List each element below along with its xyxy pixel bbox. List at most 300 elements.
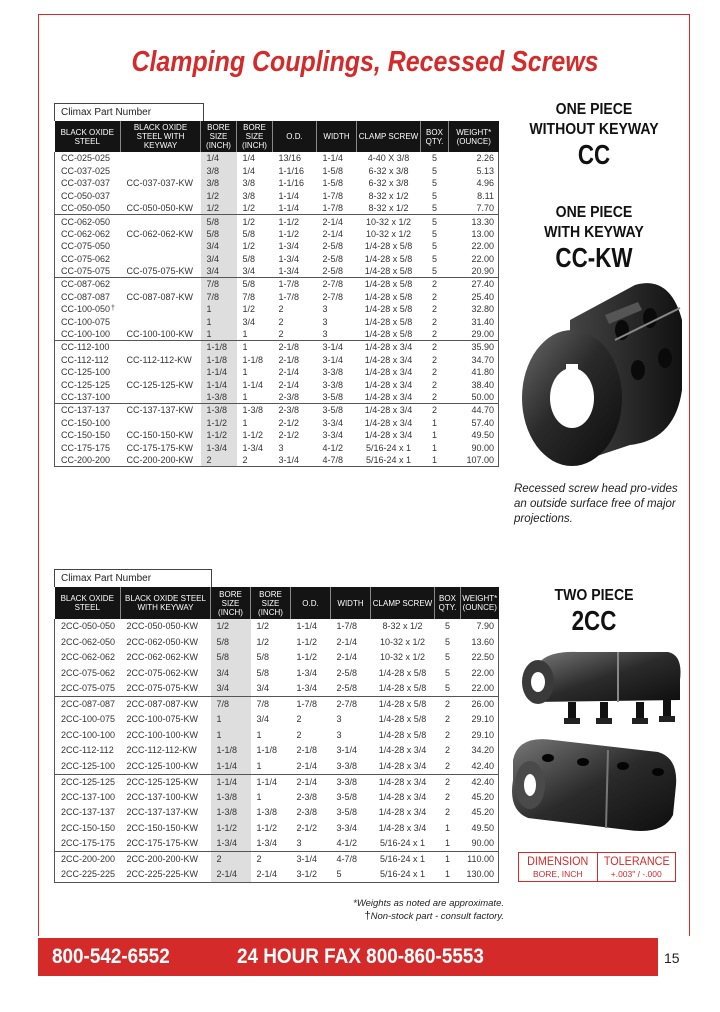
weight-value: 5.13	[476, 165, 494, 176]
page-title: Clamping Couplings, Recessed Screws	[131, 46, 599, 78]
steel-part-number-value: 2CC-100-075	[61, 714, 116, 725]
outside-diameter	[291, 867, 331, 883]
keyway-part-number	[121, 354, 201, 367]
coupling-width	[317, 316, 357, 329]
table-row	[55, 202, 499, 215]
bore-size-1	[201, 278, 237, 291]
bore-size-1-value: 3/8	[206, 178, 220, 189]
bore-size-1-value: 1	[216, 729, 222, 740]
coupling-width	[317, 228, 357, 241]
column-header: O.D.	[291, 587, 331, 619]
weight-value: 13.30	[471, 216, 494, 227]
bore-size-2	[251, 790, 291, 806]
bore-size-1-value: 5/8	[216, 636, 230, 647]
keyway-part-number	[121, 177, 201, 190]
box-quantity	[421, 429, 449, 442]
weight	[461, 728, 499, 744]
clamp-screw	[357, 165, 421, 178]
steel-part-number	[55, 759, 121, 775]
steel-part-number-value: CC-075-062	[61, 254, 111, 265]
bore-size-1	[211, 635, 251, 651]
keyway-part-number	[121, 341, 201, 354]
keyway-part-number	[121, 291, 201, 304]
coupling-width	[317, 391, 357, 404]
keyway-part-number-value: 2CC-225-225-KW	[126, 869, 199, 879]
bore-size-1-value: 1/2	[206, 203, 220, 214]
keyway-part-number	[121, 265, 201, 278]
clamp-screw	[357, 240, 421, 253]
bore-size-2	[237, 240, 273, 253]
clamp-screw	[357, 391, 421, 404]
steel-part-number-value: CC-137-100	[61, 392, 111, 403]
steel-part-number	[55, 836, 121, 852]
steel-part-number	[55, 366, 121, 379]
coupling-width-value: 1-1/4	[322, 153, 344, 164]
clamp-screw	[357, 190, 421, 203]
keyway-part-number	[121, 805, 211, 821]
box-quantity-value: 2	[431, 392, 437, 403]
bore-size-1-value: 1/4	[206, 153, 220, 164]
column-header: WEIGHT* (OUNCE)	[449, 121, 499, 152]
bore-size-2	[237, 165, 273, 178]
coupling-width-value: 3-5/8	[322, 392, 344, 403]
clamp-screw	[371, 790, 435, 806]
bore-size-1	[201, 303, 237, 316]
table-row	[55, 821, 499, 837]
table-row	[55, 316, 499, 329]
table-row	[55, 429, 499, 442]
keyway-part-number	[121, 697, 211, 713]
outside-diameter	[273, 228, 317, 241]
bore-size-2	[251, 697, 291, 713]
bore-size-1	[201, 429, 237, 442]
weight	[461, 759, 499, 775]
outside-diameter	[273, 454, 317, 467]
box-quantity-value: 5	[431, 241, 437, 252]
cckw-line2: WITH KEYWAY	[544, 224, 644, 241]
outside-diameter	[291, 681, 331, 697]
keyway-part-number-value: CC-200-200-KW	[126, 455, 194, 466]
steel-part-number-value: 2CC-137-100	[61, 791, 116, 802]
column-header: BORE SIZE (INCH)	[201, 121, 237, 152]
clamp-screw-value: 10-32 x 1/2	[365, 228, 412, 239]
outside-diameter	[291, 619, 331, 635]
table-row	[55, 165, 499, 178]
steel-part-number	[55, 341, 121, 354]
outside-diameter	[291, 759, 331, 775]
keyway-part-number	[121, 190, 201, 203]
steel-part-number-value: CC-112-112	[61, 354, 109, 365]
steel-part-number-value: 2CC-225-225	[61, 869, 116, 879]
column-header: BOX QTY.	[435, 587, 461, 619]
clamp-screw-value: 8-32 x 1/2	[368, 203, 409, 214]
outside-diameter-value: 2	[278, 317, 284, 328]
keyway-part-number-value: 2CC-100-075-KW	[126, 714, 199, 725]
coupling-width-value: 3	[322, 304, 328, 315]
column-header: BORE SIZE (INCH)	[211, 587, 251, 619]
outside-diameter-value: 2	[296, 714, 302, 725]
coupling-width	[331, 697, 371, 713]
coupling-width	[317, 341, 357, 354]
outside-diameter-value: 2-1/8	[278, 354, 300, 365]
coupling-width-value: 3-3/4	[322, 417, 344, 428]
bore-size-1-value: 3/4	[206, 266, 220, 277]
table-row	[55, 404, 499, 417]
outside-diameter	[273, 165, 317, 178]
bore-size-1-value: 2-1/4	[216, 869, 238, 879]
outside-diameter	[273, 215, 317, 228]
bore-size-2	[237, 454, 273, 467]
column-header: BOX QTY.	[421, 121, 449, 152]
steel-part-number-value: CC-100-050	[61, 304, 111, 315]
box-quantity	[421, 165, 449, 178]
steel-part-number	[55, 743, 121, 759]
coupling-width	[317, 177, 357, 190]
box-quantity	[435, 774, 461, 790]
steel-part-number	[55, 416, 121, 429]
nonstock-dagger: †	[111, 305, 115, 313]
weight	[449, 354, 499, 367]
coupling-width	[317, 454, 357, 467]
box-quantity	[435, 759, 461, 775]
coupling-width	[331, 774, 371, 790]
bore-size-2	[251, 650, 291, 666]
clamp-screw-value: 1/4-28 x 3/4	[378, 745, 427, 756]
box-quantity-value: 2	[444, 745, 450, 756]
outside-diameter-value: 2-3/8	[296, 807, 318, 818]
bore-size-2	[237, 404, 273, 417]
weight	[449, 328, 499, 341]
clamp-screw	[371, 712, 435, 728]
bore-size-2	[237, 278, 273, 291]
steel-part-number	[55, 728, 121, 744]
keyway-part-number	[121, 228, 201, 241]
bore-size-1	[201, 240, 237, 253]
bore-size-1-value: 3/4	[216, 683, 230, 693]
weight	[461, 867, 499, 883]
clamp-screw-value: 5/16-24 x 1	[379, 838, 426, 848]
keyway-part-number-value: 2CC-137-100-KW	[126, 791, 199, 802]
column-header: CLAMP SCREW	[357, 121, 421, 152]
box-quantity-value: 5	[431, 203, 437, 214]
clamp-screw-value: 1/4-28 x 5/8	[364, 254, 413, 265]
coupling-width	[317, 240, 357, 253]
weight	[449, 265, 499, 278]
bore-size-1	[201, 291, 237, 304]
coupling-width-value: 3-3/8	[336, 776, 358, 787]
coupling-width-value: 1-7/8	[322, 191, 344, 202]
outside-diameter-value: 2-3/8	[296, 791, 318, 802]
weight-value: 42.40	[471, 776, 494, 787]
outside-diameter-value: 1-1/4	[278, 203, 300, 214]
weight	[449, 404, 499, 417]
bore-size-1-value: 1-3/8	[216, 791, 238, 802]
bore-size-2	[237, 429, 273, 442]
coupling-width	[317, 429, 357, 442]
outside-diameter-value: 1-3/4	[278, 241, 300, 252]
steel-part-number	[55, 291, 121, 304]
coupling-width	[317, 265, 357, 278]
box-quantity	[421, 190, 449, 203]
weight	[449, 152, 499, 165]
box-quantity-value: 2	[444, 776, 450, 787]
steel-part-number-value: CC-062-062	[61, 228, 111, 239]
weight	[449, 165, 499, 178]
steel-part-number	[55, 852, 121, 868]
outside-diameter	[291, 728, 331, 744]
keyway-part-number-value: 2CC-200-200-KW	[126, 854, 199, 864]
weight	[449, 278, 499, 291]
clamp-screw-value: 1/4-28 x 5/8	[364, 266, 413, 277]
box-quantity-value: 5	[431, 153, 437, 164]
clamp-screw	[357, 328, 421, 341]
outside-diameter-value: 1-1/2	[296, 652, 318, 663]
outside-diameter-value: 2	[278, 329, 284, 340]
bore-size-1-value: 1-3/8	[216, 807, 238, 818]
bore-size-2-value: 3/8	[242, 191, 256, 202]
clamp-screw-value: 1/4-28 x 5/8	[378, 714, 427, 725]
weight-value: 20.90	[471, 266, 494, 277]
bore-size-1	[211, 681, 251, 697]
keyway-part-number-value: CC-087-087-KW	[126, 291, 194, 302]
clamp-screw-value: 6-32 x 3/8	[368, 165, 409, 176]
table-row	[55, 177, 499, 190]
table-row	[55, 215, 499, 228]
coupling-width	[317, 354, 357, 367]
clamp-screw	[371, 666, 435, 682]
box-quantity-value: 2	[444, 807, 450, 818]
steel-part-number-value: 2CC-075-062	[61, 667, 116, 678]
box-quantity	[421, 328, 449, 341]
keyway-part-number	[121, 215, 201, 228]
bore-size-1-value: 1-3/8	[206, 392, 228, 403]
bore-size-2	[237, 366, 273, 379]
table-row	[55, 774, 499, 790]
weight	[461, 774, 499, 790]
coupling-width	[331, 619, 371, 635]
bore-size-2-value: 3/4	[256, 714, 270, 725]
bore-size-1	[211, 666, 251, 682]
clamp-screw	[357, 316, 421, 329]
bore-size-1	[201, 404, 237, 417]
twopiece-line1: TWO PIECE	[554, 587, 634, 604]
steel-part-number	[55, 354, 121, 367]
box-quantity	[435, 650, 461, 666]
coupling-width	[317, 366, 357, 379]
weight	[449, 303, 499, 316]
clamp-screw-value: 6-32 x 3/8	[368, 178, 409, 189]
outside-diameter-value: 1-1/2	[278, 228, 300, 239]
bore-size-2-value: 3/4	[256, 683, 270, 693]
bore-size-2	[237, 391, 273, 404]
keyway-part-number	[121, 404, 201, 417]
weight	[461, 805, 499, 821]
coupling-width-value: 2-1/4	[322, 228, 344, 239]
weight	[461, 697, 499, 713]
coupling-width-value: 2-5/8	[336, 667, 358, 678]
keyway-part-number	[121, 774, 211, 790]
table-row	[55, 650, 499, 666]
clamp-screw	[371, 759, 435, 775]
keyway-part-number	[121, 728, 211, 744]
bore-size-2	[237, 442, 273, 455]
steel-part-number	[55, 278, 121, 291]
outside-diameter-value: 1-3/4	[278, 266, 300, 277]
steel-part-number	[55, 253, 121, 266]
coupling-width-value: 1-7/8	[322, 203, 344, 214]
weight	[449, 391, 499, 404]
clamp-screw	[371, 728, 435, 744]
table-header-row	[55, 121, 499, 152]
coupling-width-value: 2-5/8	[322, 241, 344, 252]
weight	[449, 291, 499, 304]
bore-size-1	[211, 836, 251, 852]
weight-value: 110.00	[467, 854, 494, 864]
table-row	[55, 759, 499, 775]
outside-diameter-value: 3-1/4	[278, 455, 300, 466]
clamp-screw	[371, 743, 435, 759]
bore-size-1-value: 1	[206, 317, 212, 328]
weight-value: 13.60	[471, 636, 494, 647]
table-row	[55, 391, 499, 404]
coupling-width-value: 3-1/4	[322, 354, 344, 365]
coupling-width-value: 3-3/4	[336, 822, 358, 833]
coupling-width	[331, 666, 371, 682]
clamp-screw-value: 1/4-28 x 3/4	[378, 807, 427, 818]
cc-code: CC	[577, 139, 611, 170]
bore-size-1	[201, 215, 237, 228]
keyway-part-number	[121, 666, 211, 682]
box-quantity	[421, 316, 449, 329]
box-quantity-value: 2	[431, 317, 437, 328]
keyway-part-number	[121, 442, 201, 455]
coupling-width-value: 1-7/8	[336, 621, 358, 632]
outside-diameter-value: 1-7/8	[278, 279, 300, 290]
bore-size-1-value: 3/4	[206, 241, 220, 252]
bore-size-2	[251, 821, 291, 837]
steel-part-number-value: 2CC-200-200	[61, 854, 116, 864]
steel-part-number	[55, 240, 121, 253]
bore-size-2	[251, 774, 291, 790]
steel-part-number-value: CC-125-100	[61, 367, 111, 378]
bore-size-2	[237, 177, 273, 190]
keyway-part-number	[121, 454, 201, 467]
phone-number: 800-542-6552	[52, 945, 170, 968]
weight-value: 45.20	[471, 807, 494, 818]
box-quantity	[421, 265, 449, 278]
bore-size-2-value: 1-3/8	[256, 807, 278, 818]
steel-part-number-value: CC-112-100	[61, 342, 110, 353]
box-quantity	[435, 681, 461, 697]
weight	[449, 177, 499, 190]
bore-size-2	[251, 743, 291, 759]
keyway-part-number-value: CC-150-150-KW	[126, 430, 194, 441]
dimension-cell	[519, 853, 598, 881]
weight-value: 31.40	[471, 317, 494, 328]
weight-value: 42.40	[471, 760, 494, 771]
box-quantity-value: 2	[431, 304, 437, 315]
outside-diameter	[273, 404, 317, 417]
steel-part-number	[55, 202, 121, 215]
outside-diameter	[273, 354, 317, 367]
box-quantity	[435, 635, 461, 651]
steel-part-number-value: CC-050-050	[61, 203, 111, 214]
box-quantity	[435, 805, 461, 821]
clamp-screw-value: 10-32 x 1/2	[379, 636, 426, 647]
steel-part-number	[55, 265, 121, 278]
weight	[449, 228, 499, 241]
bore-size-1	[211, 759, 251, 775]
cckw-line1: ONE PIECE	[555, 204, 633, 221]
keyway-part-number	[121, 379, 201, 392]
column-header: BORE SIZE (INCH)	[237, 121, 273, 152]
weight	[461, 836, 499, 852]
weight-value: 34.20	[471, 745, 494, 756]
keyway-part-number	[121, 328, 201, 341]
box-quantity-value: 1	[431, 455, 437, 466]
one-piece-spec-table	[54, 121, 499, 467]
box-quantity-value: 1	[431, 442, 437, 453]
steel-part-number	[55, 228, 121, 241]
coupling-width	[317, 379, 357, 392]
bore-size-2	[251, 728, 291, 744]
bore-size-2	[251, 635, 291, 651]
box-quantity-value: 2	[444, 714, 450, 725]
bore-size-1-value: 1-1/4	[206, 367, 228, 378]
bore-size-2-value: 1-3/4	[256, 838, 278, 848]
weight	[449, 454, 499, 467]
bore-size-1	[211, 619, 251, 635]
steel-part-number	[55, 442, 121, 455]
keyway-part-number	[121, 278, 201, 291]
outside-diameter-value: 2-1/8	[278, 342, 300, 353]
bore-size-1-value: 5/8	[206, 216, 220, 227]
clamp-screw	[371, 681, 435, 697]
weight-value: 22.00	[471, 241, 494, 252]
coupling-width	[331, 836, 371, 852]
keyway-part-number	[121, 416, 201, 429]
bore-size-2-value: 1	[256, 760, 262, 771]
weight	[461, 619, 499, 635]
box-quantity-value: 1	[431, 417, 437, 428]
keyway-part-number-value: CC-050-050-KW	[126, 203, 194, 214]
bore-size-2	[237, 341, 273, 354]
steel-part-number-value: CC-087-062	[61, 279, 111, 290]
bore-size-2-value: 1/2	[242, 241, 256, 252]
weight	[449, 190, 499, 203]
outside-diameter	[273, 316, 317, 329]
keyway-part-number-value: 2CC-125-100-KW	[126, 760, 199, 771]
bore-size-1-value: 1-1/4	[206, 379, 228, 390]
box-quantity	[421, 152, 449, 165]
table-row	[55, 619, 499, 635]
coupling-width	[331, 867, 371, 883]
box-quantity-value: 2	[431, 342, 437, 353]
box-quantity	[421, 379, 449, 392]
table-row	[55, 454, 499, 467]
steel-part-number	[55, 774, 121, 790]
bore-size-2-value: 5/8	[242, 254, 256, 265]
weight-value: 8.11	[477, 191, 494, 202]
weight	[449, 416, 499, 429]
weight-value: 22.50	[471, 652, 494, 663]
box-quantity-value: 5	[431, 165, 437, 176]
bore-size-1	[201, 416, 237, 429]
clamp-screw	[357, 265, 421, 278]
coupling-width-value: 2-5/8	[322, 254, 344, 265]
outside-diameter-value: 1-1/16	[278, 178, 305, 189]
keyway-part-number	[121, 852, 211, 868]
